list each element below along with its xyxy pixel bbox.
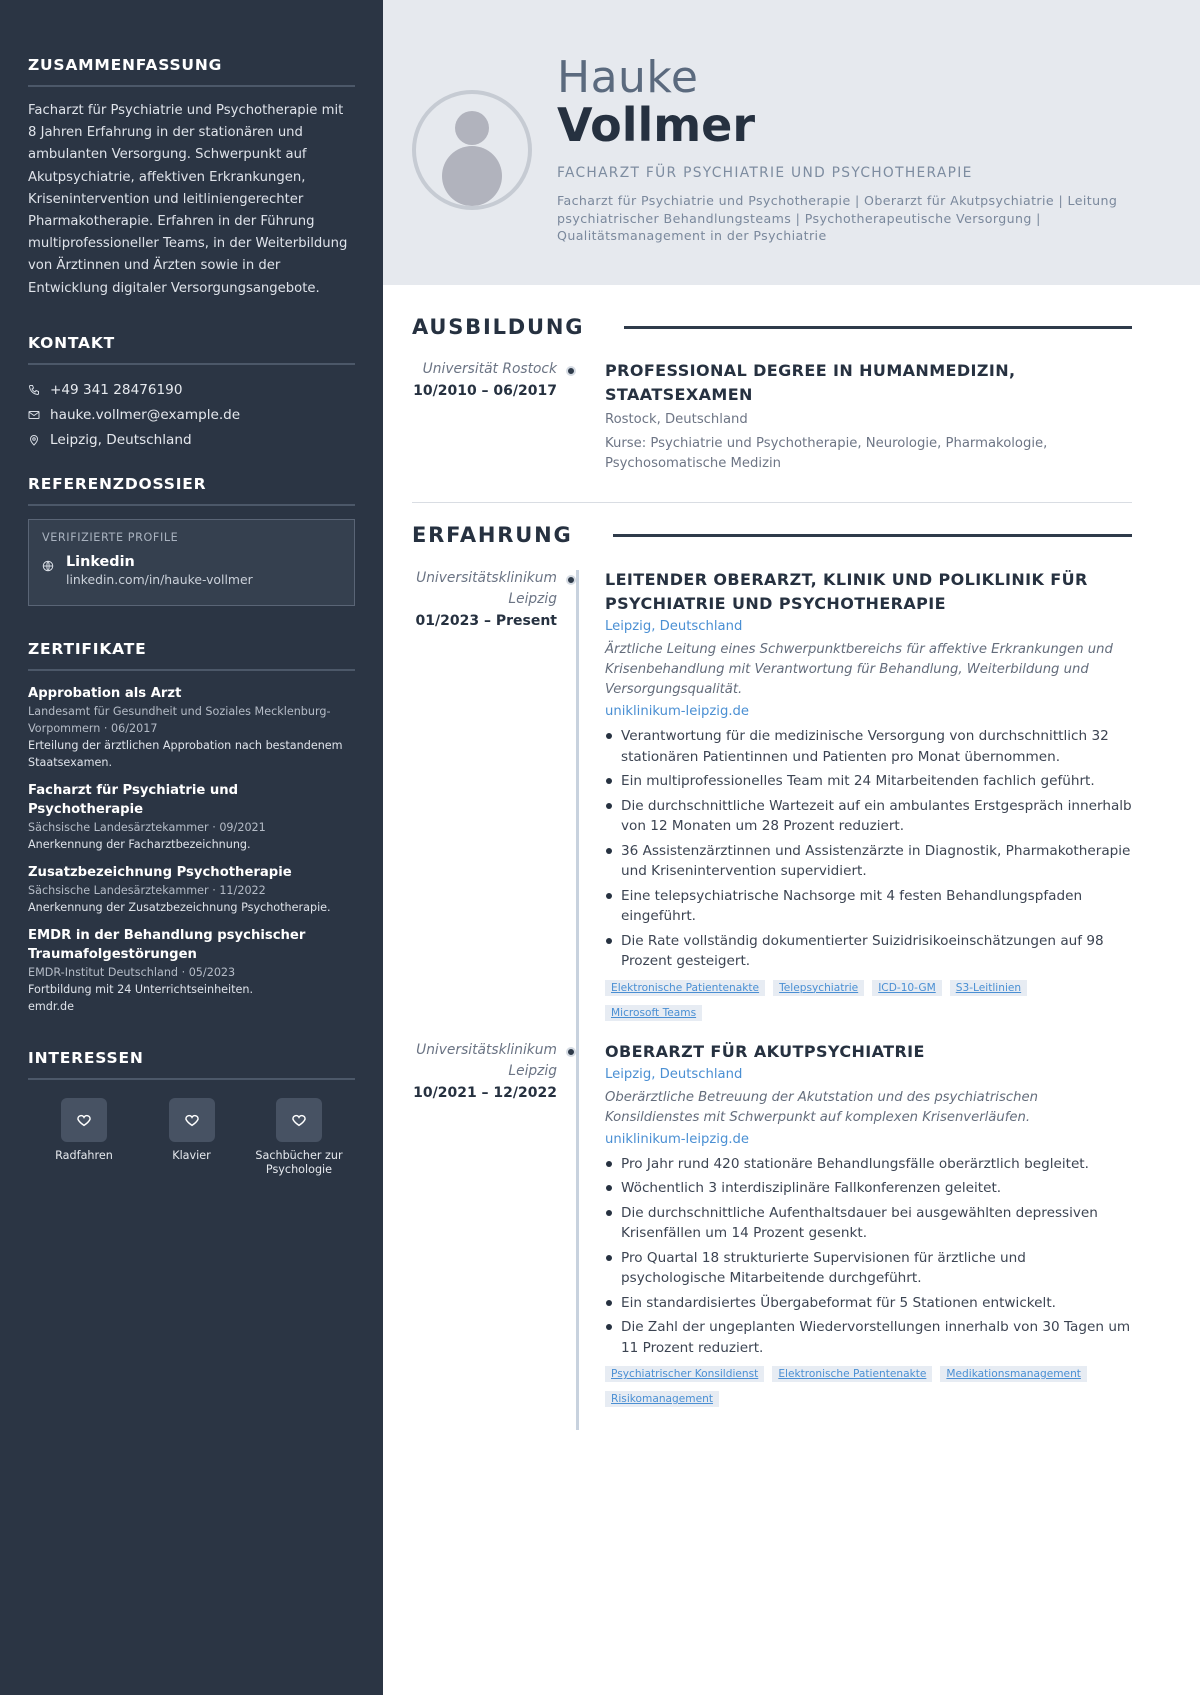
entry-courses: Kurse: Psychiatrie und Psychotherapie, Neurologie, Pharmakologie, Psychosomatische Medizin xyxy=(605,436,1048,471)
interest-label: Klavier xyxy=(172,1148,211,1162)
entry-location: Rostock, Deutschland xyxy=(605,412,748,427)
interest-item xyxy=(142,1098,242,1177)
first-name: Hauke xyxy=(557,52,699,103)
reference-url[interactable]: linkedin.com/in/hauke-vollmer xyxy=(66,571,253,587)
interest-label: Radfahren xyxy=(55,1148,113,1162)
education-heading: AUSBILDUNG xyxy=(412,315,585,339)
bullet-item: Eine telepsychiatrische Nachsorge mit 4 festen Behandlungspfaden eingeführt. xyxy=(605,886,1132,927)
bullet-item: Pro Jahr rund 420 stationäre Behandlungsfälle oberärztlich begleitet. xyxy=(605,1154,1132,1175)
reference-linkedin[interactable] xyxy=(42,554,341,587)
experience-entry xyxy=(412,568,1132,1030)
education-entry xyxy=(412,359,1132,474)
skill-tag[interactable]: Telepsychiatrie xyxy=(773,980,864,996)
timeline-dot xyxy=(566,575,576,585)
education-section xyxy=(412,285,1132,474)
cert-meta: Sächsische Landesärztekammer · 11/2022 xyxy=(28,883,266,897)
heart-icon xyxy=(61,1098,107,1142)
reference-box xyxy=(28,519,355,606)
cert-meta: EMDR-Institut Deutschland · 05/2023 xyxy=(28,965,236,979)
experience-header xyxy=(412,523,1132,547)
cert-list xyxy=(28,684,355,1015)
bullet-item: Die Rate vollständig dokumentierter Suizidrisikoeinschätzungen auf 98 Prozent gesteigert. xyxy=(605,931,1132,972)
entry-org: Universität Rostock xyxy=(422,361,557,377)
heart-icon xyxy=(276,1098,322,1142)
contact-list xyxy=(28,378,355,453)
experience-section xyxy=(412,503,1132,1416)
entry-title: OBERARZT FÜR AKUTPSYCHIATRIE xyxy=(605,1041,925,1061)
entry-description: Oberärztliche Betreuung der Akutstation und des psychiatrischen Konsildienstes mit Schwerpunkt auf komplexen Krisenverläufen. xyxy=(605,1089,1038,1125)
email-value: hauke.vollmer@example.de xyxy=(50,407,241,424)
cert-desc: Anerkennung der Zusatzbezeichnung Psychotherapie. xyxy=(28,900,331,914)
reference-heading: REFERENZDOSSIER xyxy=(28,475,355,506)
location-value: Leipzig, Deutschland xyxy=(50,432,192,449)
cert-item xyxy=(28,863,355,916)
contact-email[interactable] xyxy=(28,403,355,428)
bullet-item: Die durchschnittliche Wartezeit auf ein ambulantes Erstgespräch innerhalb von 12 Monaten um 28 Prozent reduziert. xyxy=(605,796,1132,837)
summary-heading: ZUSAMMENFASSUNG xyxy=(28,56,355,87)
skill-tag[interactable]: Elektronische Patientenakte xyxy=(605,980,765,996)
bullet-item: Pro Quartal 18 strukturierte Supervisionen für ärztliche und psychologische Mitarbeitende durchgeführt. xyxy=(605,1248,1132,1289)
cert-meta: Landesamt für Gesundheit und Soziales Mecklenburg-Vorpommern · 06/2017 xyxy=(28,704,331,735)
phone-value: +49 341 28476190 xyxy=(50,382,183,399)
profile-header xyxy=(383,0,1200,285)
cert-meta: Sächsische Landesärztekammer · 09/2021 xyxy=(28,820,266,834)
skill-tag[interactable]: Microsoft Teams xyxy=(605,1005,702,1021)
contact-phone[interactable] xyxy=(28,378,355,403)
cert-desc: Anerkennung der Facharztbezeichnung. xyxy=(28,837,251,851)
skill-tags xyxy=(605,1366,1132,1416)
cert-desc: Erteilung der ärztlichen Approbation nach bestandenem Staatsexamen. xyxy=(28,738,343,769)
summary-text: Facharzt für Psychiatrie und Psychotherapie mit 8 Jahren Erfahrung in der stationären und ambulanten Versorgung. Schwerpunkt auf Akutpsychiatrie, affektiven Erkrankungen, Krisenintervention und leitliniengerechter Pharmakotherapie. Erfahren in der Führung multiprofessioneller Teams, in der Weiterbildung von Ärztinnen und Ärzten sowie in der Entwicklung digitaler Versorgungsangebote. xyxy=(28,103,348,296)
entry-link[interactable]: uniklinikum-leipzig.de xyxy=(605,704,750,719)
interest-item xyxy=(34,1098,134,1177)
interest-list xyxy=(28,1093,355,1177)
bullet-item: Die durchschnittliche Aufenthaltsdauer bei ausgewählten depressiven Krisenfällen um 14 Prozent gesenkt. xyxy=(605,1203,1132,1244)
bullet-item: Wöchentlich 3 interdisziplinäre Fallkonferenzen geleitet. xyxy=(605,1178,1132,1199)
cert-title: Zusatzbezeichnung Psychotherapie xyxy=(28,864,292,880)
entry-org: Universitätsklinikum Leipzig xyxy=(416,1041,557,1079)
reference-label: VERIFIZIERTE PROFILE xyxy=(42,530,179,544)
bullet-item: 36 Assistenzärztinnen und Assistenzärzte in Diagnostik, Pharmakotherapie und Krisenintervention supervidiert. xyxy=(605,841,1132,882)
avatar-body xyxy=(442,146,502,206)
cert-desc: Fortbildung mit 24 Unterrichtseinheiten. xyxy=(28,982,254,996)
skill-tag[interactable]: Elektronische Patientenakte xyxy=(772,1366,932,1382)
entry-link[interactable]: uniklinikum-leipzig.de xyxy=(605,1131,750,1147)
certs-heading: ZERTIFIKATE xyxy=(28,640,355,671)
skill-tags xyxy=(605,980,1132,1030)
experience-entry xyxy=(412,1040,1132,1417)
cert-title: EMDR in der Behandlung psychischer Traumafolgestörungen xyxy=(28,927,306,962)
cert-item xyxy=(28,781,355,853)
education-header xyxy=(412,315,1132,339)
entry-bullets xyxy=(605,726,1132,972)
entry-bullets xyxy=(605,1154,1132,1359)
entry-dates: 10/2021 – 12/2022 xyxy=(413,1084,557,1101)
skill-tag[interactable]: S3-Leitlinien xyxy=(950,980,1027,996)
last-name: Vollmer xyxy=(557,98,756,152)
skill-tag[interactable]: Medikationsmanagement xyxy=(940,1366,1087,1382)
interest-label: Sachbücher zur Psychologie xyxy=(255,1148,343,1176)
entry-title: PROFESSIONAL DEGREE IN HUMANMEDIZIN, STAATSEXAMEN xyxy=(605,361,1016,404)
sidebar xyxy=(0,0,383,1695)
entry-dates: 10/2010 – 06/2017 xyxy=(413,383,557,399)
heart-icon xyxy=(169,1098,215,1142)
mail-icon xyxy=(28,409,50,421)
entry-org: Universitätsklinikum Leipzig xyxy=(416,570,557,607)
entry-location: Leipzig, Deutschland xyxy=(605,619,743,634)
skill-tag[interactable]: Risikomanagement xyxy=(605,1391,719,1407)
entry-title: LEITENDER OBERARZT, KLINIK UND POLIKLINIK FÜR PSYCHIATRIE UND PSYCHOTHERAPIE xyxy=(605,570,1088,613)
section-rule xyxy=(613,534,1132,537)
cert-title: Approbation als Arzt xyxy=(28,685,182,701)
interest-item xyxy=(249,1098,349,1177)
job-title: FACHARZT FÜR PSYCHIATRIE UND PSYCHOTHERAPIE xyxy=(557,165,973,181)
entry-dates: 01/2023 – Present xyxy=(415,613,557,629)
skill-tag[interactable]: ICD-10-GM xyxy=(872,980,942,996)
bullet-item: Die Zahl der ungeplanten Wiedervorstellungen innerhalb von 30 Tagen um 11 Prozent reduziert. xyxy=(605,1317,1132,1358)
section-rule xyxy=(624,326,1132,329)
avatar xyxy=(412,90,532,210)
globe-icon xyxy=(42,554,66,587)
reference-name: Linkedin xyxy=(66,553,135,570)
entry-description: Ärztliche Leitung eines Schwerpunktbereichs für affektive Erkrankungen und Krisenbehandlung mit Verantwortung für Behandlung, Weiterbildung und Versorgungsqualität. xyxy=(605,642,1113,697)
entry-location: Leipzig, Deutschland xyxy=(605,1066,743,1082)
avatar-head xyxy=(455,111,489,145)
bullet-item: Verantwortung für die medizinische Versorgung von durchschnittlich 32 stationären Patientinnen und Patienten pro Monat übernommen. xyxy=(605,726,1132,767)
timeline-dot xyxy=(566,366,576,376)
bullet-item: Ein multiprofessionelles Team mit 24 Mitarbeitenden fachlich geführt. xyxy=(605,771,1132,792)
main-content xyxy=(412,285,1132,1416)
cert-item xyxy=(28,684,355,771)
cert-link[interactable]: emdr.de xyxy=(28,999,74,1013)
location-pin-icon xyxy=(28,434,50,446)
contact-location xyxy=(28,428,355,453)
phone-icon xyxy=(28,384,50,396)
tagline: Facharzt für Psychiatrie und Psychotherapie | Oberarzt für Akutpsychiatrie | Leitung psychiatrischer Behandlungsteams | Psychotherapeutische Versorgung | Qualitätsmanagement in der Psychiatrie xyxy=(557,193,1118,243)
cert-item xyxy=(28,926,355,1015)
cert-title: Facharzt für Psychiatrie und Psychotherapie xyxy=(28,782,239,817)
interests-heading: INTERESSEN xyxy=(28,1049,355,1080)
experience-heading: ERFAHRUNG xyxy=(412,523,573,547)
bullet-item: Ein standardisiertes Übergabeformat für 5 Stationen entwickelt. xyxy=(605,1293,1132,1314)
contact-heading: KONTAKT xyxy=(28,334,355,365)
timeline-dot xyxy=(566,1047,576,1057)
skill-tag[interactable]: Psychiatrischer Konsildienst xyxy=(605,1366,764,1382)
